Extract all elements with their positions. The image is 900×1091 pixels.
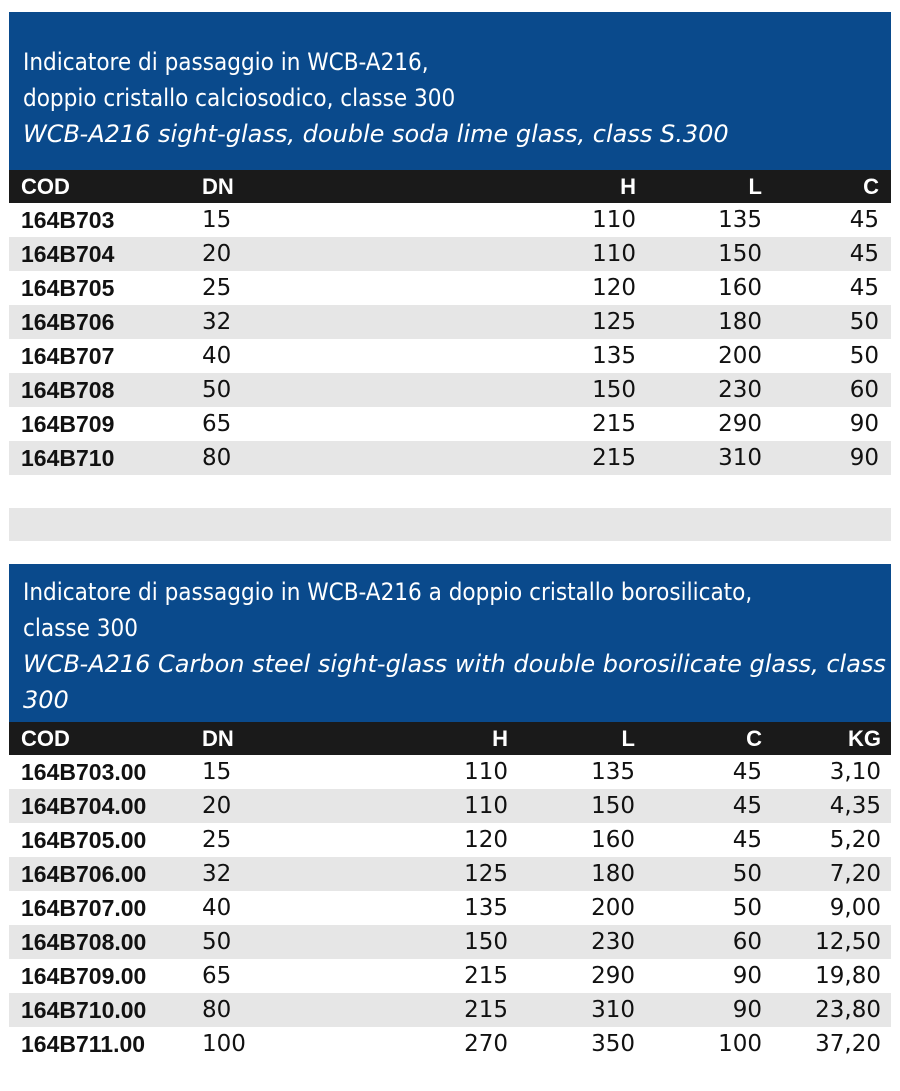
cell-h: 215 bbox=[464, 963, 508, 989]
cell-cod: 164B704 bbox=[21, 240, 115, 267]
table-row bbox=[9, 925, 891, 959]
column-header-row bbox=[9, 170, 891, 203]
col-c: C bbox=[746, 725, 762, 751]
cell-cod: 164B708.00 bbox=[21, 928, 147, 955]
table-title-box bbox=[9, 564, 891, 722]
table-row bbox=[9, 407, 891, 441]
cell-c: 60 bbox=[849, 377, 879, 403]
col-dn: DN bbox=[202, 173, 234, 199]
table-row bbox=[9, 789, 891, 823]
cell-cod: 164B706.00 bbox=[21, 860, 147, 887]
title-english: WCB-A216 sight-glass, double soda lime glass, class S.300 bbox=[23, 120, 729, 148]
table-row bbox=[9, 373, 891, 407]
cell-c: 45 bbox=[849, 275, 879, 301]
cell-h: 120 bbox=[592, 275, 636, 301]
cell-cod: 164B703.00 bbox=[21, 758, 147, 785]
cell-l: 290 bbox=[718, 411, 762, 437]
col-c: C bbox=[863, 173, 879, 199]
cell-c: 50 bbox=[849, 309, 879, 335]
cell-c: 50 bbox=[732, 861, 762, 887]
table-row bbox=[9, 305, 891, 339]
table-row bbox=[9, 441, 891, 475]
cell-h: 150 bbox=[464, 929, 508, 955]
cell-h: 150 bbox=[592, 377, 636, 403]
table-body bbox=[9, 755, 891, 1061]
cell-cod: 164B709 bbox=[21, 410, 115, 437]
cell-dn: 40 bbox=[202, 895, 232, 921]
col-cod: COD bbox=[21, 173, 70, 199]
separator-band bbox=[9, 508, 891, 541]
cell-kg: 23,80 bbox=[815, 997, 881, 1023]
cell-c: 45 bbox=[732, 759, 762, 785]
cell-h: 110 bbox=[464, 759, 508, 785]
cell-dn: 80 bbox=[202, 445, 232, 471]
cell-h: 215 bbox=[592, 445, 636, 471]
col-l: L bbox=[748, 173, 762, 199]
cell-l: 160 bbox=[718, 275, 762, 301]
col-h: H bbox=[620, 173, 636, 199]
cell-c: 45 bbox=[849, 241, 879, 267]
col-l: L bbox=[621, 725, 635, 751]
cell-h: 215 bbox=[592, 411, 636, 437]
cell-h: 125 bbox=[592, 309, 636, 335]
cell-l: 180 bbox=[591, 861, 635, 887]
cell-l: 290 bbox=[591, 963, 635, 989]
cell-kg: 19,80 bbox=[815, 963, 881, 989]
cell-cod: 164B710.00 bbox=[21, 996, 147, 1023]
cell-l: 230 bbox=[591, 929, 635, 955]
cell-c: 45 bbox=[732, 793, 762, 819]
col-h: H bbox=[492, 725, 508, 751]
table-row bbox=[9, 237, 891, 271]
cell-h: 135 bbox=[464, 895, 508, 921]
cell-kg: 3,10 bbox=[829, 759, 881, 785]
cell-dn: 20 bbox=[202, 793, 232, 819]
cell-h: 135 bbox=[592, 343, 636, 369]
title-english-line-1: WCB-A216 Carbon steel sight-glass with double borosilicate glass, class bbox=[23, 650, 886, 678]
cell-l: 200 bbox=[718, 343, 762, 369]
cell-kg: 5,20 bbox=[829, 827, 881, 853]
cell-c: 90 bbox=[849, 411, 879, 437]
cell-dn: 50 bbox=[202, 377, 232, 403]
table-body bbox=[9, 203, 891, 475]
col-cod: COD bbox=[21, 725, 70, 751]
cell-dn: 15 bbox=[202, 207, 232, 233]
table-row bbox=[9, 891, 891, 925]
title-italian-line-2: doppio cristallo calciosodico, classe 300 bbox=[23, 84, 456, 112]
cell-c: 45 bbox=[732, 827, 762, 853]
cell-cod: 164B707.00 bbox=[21, 894, 147, 921]
title-italian-line-1: Indicatore di passaggio in WCB-A216, bbox=[23, 48, 429, 76]
cell-h: 120 bbox=[464, 827, 508, 853]
cell-dn: 25 bbox=[202, 275, 232, 301]
title-italian-line-2: classe 300 bbox=[23, 614, 138, 642]
cell-kg: 9,00 bbox=[829, 895, 881, 921]
cell-cod: 164B709.00 bbox=[21, 962, 147, 989]
cell-l: 200 bbox=[591, 895, 635, 921]
col-kg: KG bbox=[848, 725, 881, 751]
cell-c: 50 bbox=[849, 343, 879, 369]
table-row bbox=[9, 203, 891, 237]
table-row bbox=[9, 857, 891, 891]
cell-dn: 32 bbox=[202, 861, 232, 887]
cell-cod: 164B706 bbox=[21, 308, 115, 335]
cell-dn: 15 bbox=[202, 759, 232, 785]
cell-cod: 164B705.00 bbox=[21, 826, 147, 853]
table-row bbox=[9, 993, 891, 1027]
cell-l: 150 bbox=[718, 241, 762, 267]
cell-cod: 164B711.00 bbox=[21, 1030, 146, 1057]
title-english-line-2: 300 bbox=[23, 686, 69, 714]
column-header-row bbox=[9, 722, 891, 755]
title-italian-line-1: Indicatore di passaggio in WCB-A216 a doppio cristallo borosilicato, bbox=[23, 578, 753, 606]
col-dn: DN bbox=[202, 725, 234, 751]
cell-dn: 20 bbox=[202, 241, 232, 267]
table-row bbox=[9, 823, 891, 857]
cell-cod: 164B710 bbox=[21, 444, 115, 471]
table-title-box bbox=[9, 12, 891, 170]
cell-l: 160 bbox=[591, 827, 635, 853]
cell-c: 50 bbox=[732, 895, 762, 921]
cell-cod: 164B705 bbox=[21, 274, 115, 301]
cell-l: 180 bbox=[718, 309, 762, 335]
cell-dn: 25 bbox=[202, 827, 232, 853]
cell-h: 215 bbox=[464, 997, 508, 1023]
cell-dn: 32 bbox=[202, 309, 232, 335]
cell-h: 270 bbox=[464, 1031, 508, 1057]
cell-l: 310 bbox=[718, 445, 762, 471]
cell-h: 110 bbox=[464, 793, 508, 819]
table-row bbox=[9, 959, 891, 993]
cell-cod: 164B708 bbox=[21, 376, 115, 403]
cell-l: 135 bbox=[718, 207, 762, 233]
cell-kg: 37,20 bbox=[815, 1031, 881, 1057]
cell-kg: 7,20 bbox=[829, 861, 881, 887]
cell-l: 230 bbox=[718, 377, 762, 403]
cell-h: 110 bbox=[592, 241, 636, 267]
cell-h: 110 bbox=[592, 207, 636, 233]
cell-l: 150 bbox=[591, 793, 635, 819]
cell-h: 125 bbox=[464, 861, 508, 887]
table-row bbox=[9, 1027, 891, 1061]
cell-c: 90 bbox=[732, 997, 762, 1023]
cell-c: 45 bbox=[849, 207, 879, 233]
cell-dn: 80 bbox=[202, 997, 232, 1023]
cell-dn: 100 bbox=[202, 1031, 246, 1057]
table-borosilicate bbox=[9, 564, 891, 1061]
cell-l: 135 bbox=[591, 759, 635, 785]
cell-dn: 40 bbox=[202, 343, 232, 369]
cell-dn: 65 bbox=[202, 411, 232, 437]
cell-cod: 164B704.00 bbox=[21, 792, 147, 819]
cell-kg: 12,50 bbox=[815, 929, 881, 955]
table-row bbox=[9, 271, 891, 305]
cell-l: 310 bbox=[591, 997, 635, 1023]
cell-cod: 164B703 bbox=[21, 206, 115, 233]
cell-dn: 50 bbox=[202, 929, 232, 955]
cell-cod: 164B707 bbox=[21, 342, 115, 369]
table-row bbox=[9, 755, 891, 789]
cell-l: 350 bbox=[591, 1031, 635, 1057]
table-row bbox=[9, 339, 891, 373]
cell-c: 100 bbox=[718, 1031, 762, 1057]
table-soda-lime bbox=[9, 12, 891, 475]
cell-c: 90 bbox=[732, 963, 762, 989]
cell-kg: 4,35 bbox=[829, 793, 881, 819]
cell-dn: 65 bbox=[202, 963, 232, 989]
cell-c: 90 bbox=[849, 445, 879, 471]
cell-c: 60 bbox=[732, 929, 762, 955]
